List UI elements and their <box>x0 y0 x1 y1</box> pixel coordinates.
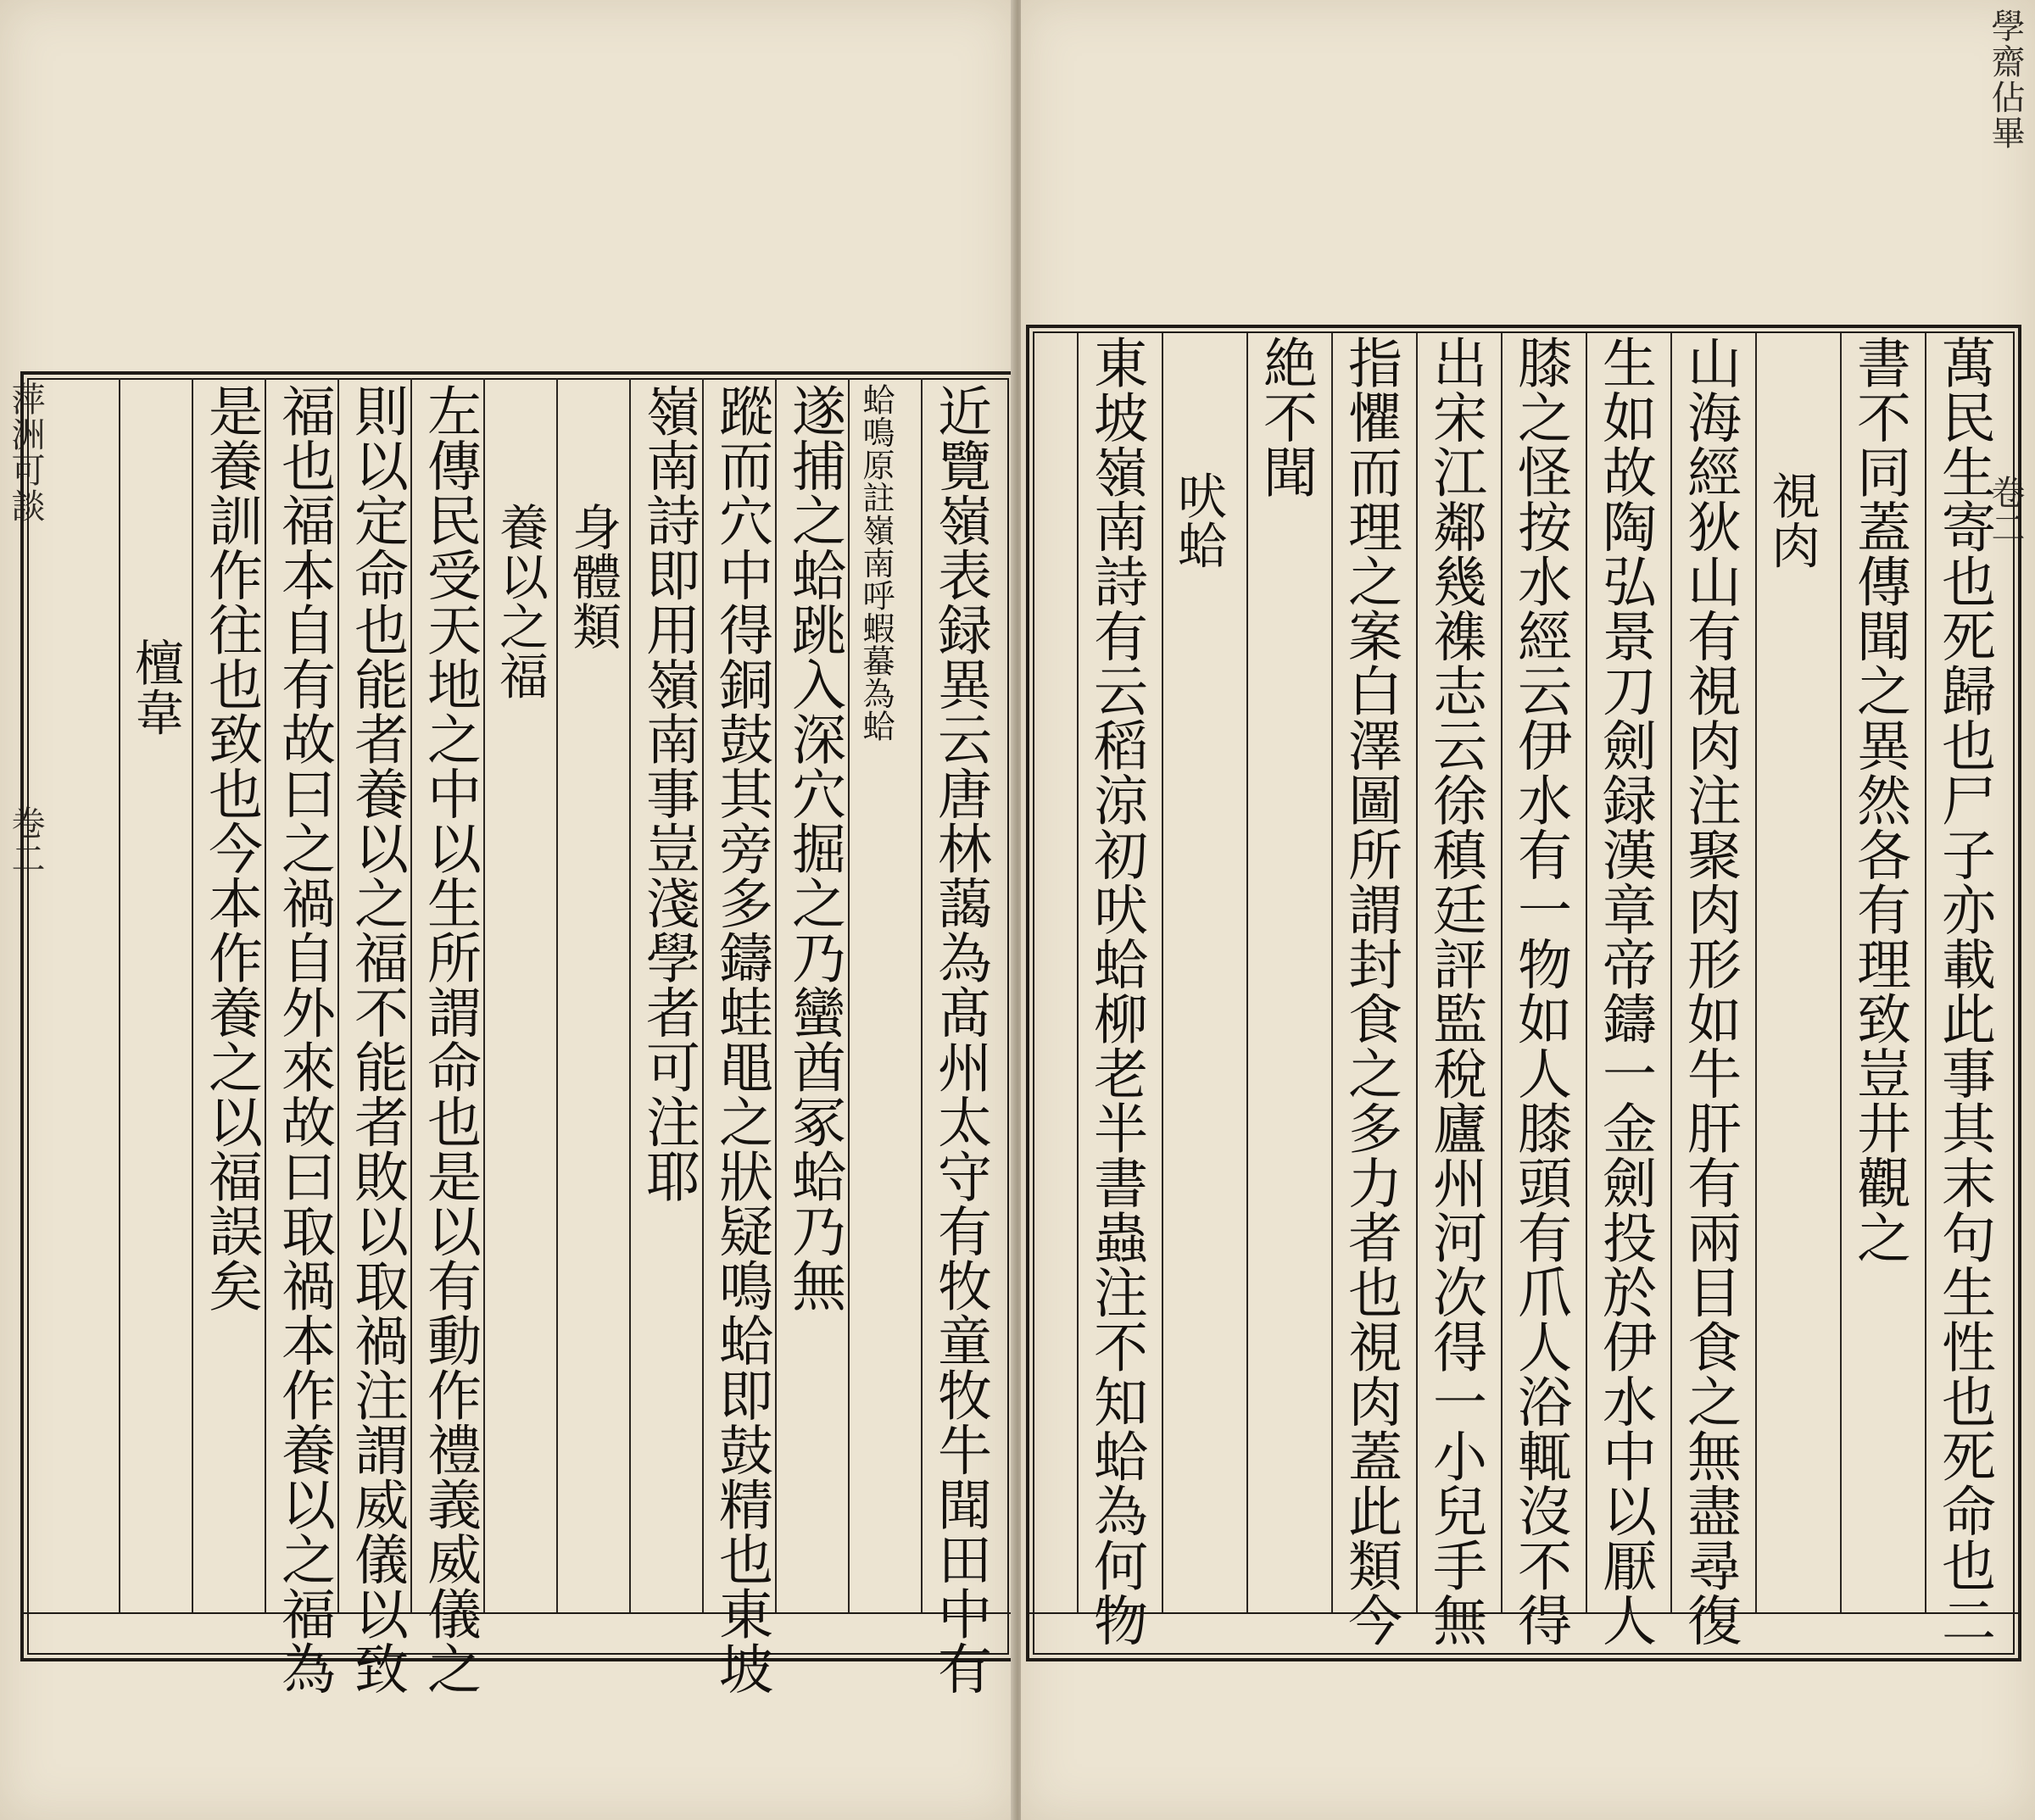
left-page-column-2: 蛤鳴原註嶺南呼蝦蟇為蛤 <box>857 383 895 743</box>
column-rule <box>921 378 923 1612</box>
left-page-column-12: 檀韋 <box>126 637 184 737</box>
right-page-column-10: 吠蛤 <box>1169 470 1227 570</box>
left-page-column-5: 嶺南詩即用嶺南事豈淺學者可注耶 <box>637 383 700 1204</box>
left-page-column-6: 身體類 <box>564 502 622 651</box>
right-bottom-rule <box>1029 1612 2018 1614</box>
right-margin-title: 學齋佔畢 <box>1986 8 2025 151</box>
column-rule <box>192 378 193 1612</box>
right-page-column-11: 東坡嶺南詩有云稻涼初吠蛤柳老半書蟲注不知蛤為何物 <box>1084 335 1147 1647</box>
right-page-column-2: 書不同蓋傳聞之異然各有理致豈井觀之 <box>1848 335 1910 1265</box>
right-page-column-8: 指懼而理之案白澤圖所謂封食之多力者也視肉蓋此類今 <box>1339 335 1402 1647</box>
left-bottom-rule <box>24 1612 1012 1614</box>
left-page-column-9: 則以定命也能者養以之福不能者敗以取禍注謂威儀以致 <box>345 383 408 1695</box>
left-page-column-1: 近覽嶺表録異云唐林藹為髙州太守有牧童牧牛聞田中有 <box>928 383 991 1695</box>
right-margin-volume: 卷二 <box>1986 475 2025 546</box>
right-page-column-5: 生如故陶弘景刀劍録漢章帝鑄一金劍投於伊水中以厭人 <box>1593 335 1656 1647</box>
column-rule <box>556 378 558 1612</box>
right-text-frame <box>1026 325 2021 1661</box>
left-page <box>0 0 1014 1820</box>
left-page-column-8: 左傳民受天地之中以生所謂命也是以有動作禮義威儀之 <box>418 383 481 1695</box>
left-page-column-4: 蹤而穴中得銅鼓其旁多鑄蛙黽之狀疑鳴蛤即鼓精也東坡 <box>710 383 772 1695</box>
right-page-column-9: 絶不聞 <box>1254 335 1317 499</box>
column-rule <box>702 378 704 1612</box>
left-page-column-11: 是養訓作往也致也今本作養之以福誤矣 <box>199 383 262 1313</box>
left-margin-title: 萍洲可談 <box>6 381 45 524</box>
column-rule <box>265 378 266 1612</box>
right-page-column-6: 膝之怪按水經云伊水有一物如人膝頭有爪人浴輒沒不得 <box>1508 335 1571 1647</box>
column-rule <box>775 378 777 1612</box>
column-rule <box>629 378 631 1612</box>
left-page-column-10: 福也福本自有故曰之禍自外來故曰取禍本作養以之福為 <box>272 383 335 1695</box>
right-page-column-1: 萬民生寄也死歸也尸子亦載此事其末句生性也死命也二 <box>1932 335 1995 1647</box>
right-page-column-3: 視肉 <box>1763 470 1820 570</box>
right-page-column-4: 山海經狄山有視肉注聚肉形如牛肝有兩目食之無盡尋復 <box>1678 335 1741 1647</box>
left-page-column-3: 遂捕之蛤跳入深穴掘之乃蠻酋冢蛤乃無 <box>783 383 845 1313</box>
column-rule <box>848 378 850 1612</box>
column-rule <box>337 378 339 1612</box>
column-rule <box>483 378 485 1612</box>
column-rule <box>410 378 412 1612</box>
left-page-column-7: 養以之福 <box>491 502 549 700</box>
column-rule <box>119 378 120 1612</box>
right-page-column-7: 出宋江鄰幾襍志云徐稹廷評監稅廬州河次得一小兒手無 <box>1424 335 1486 1647</box>
left-margin-volume: 卷二 <box>6 805 45 877</box>
